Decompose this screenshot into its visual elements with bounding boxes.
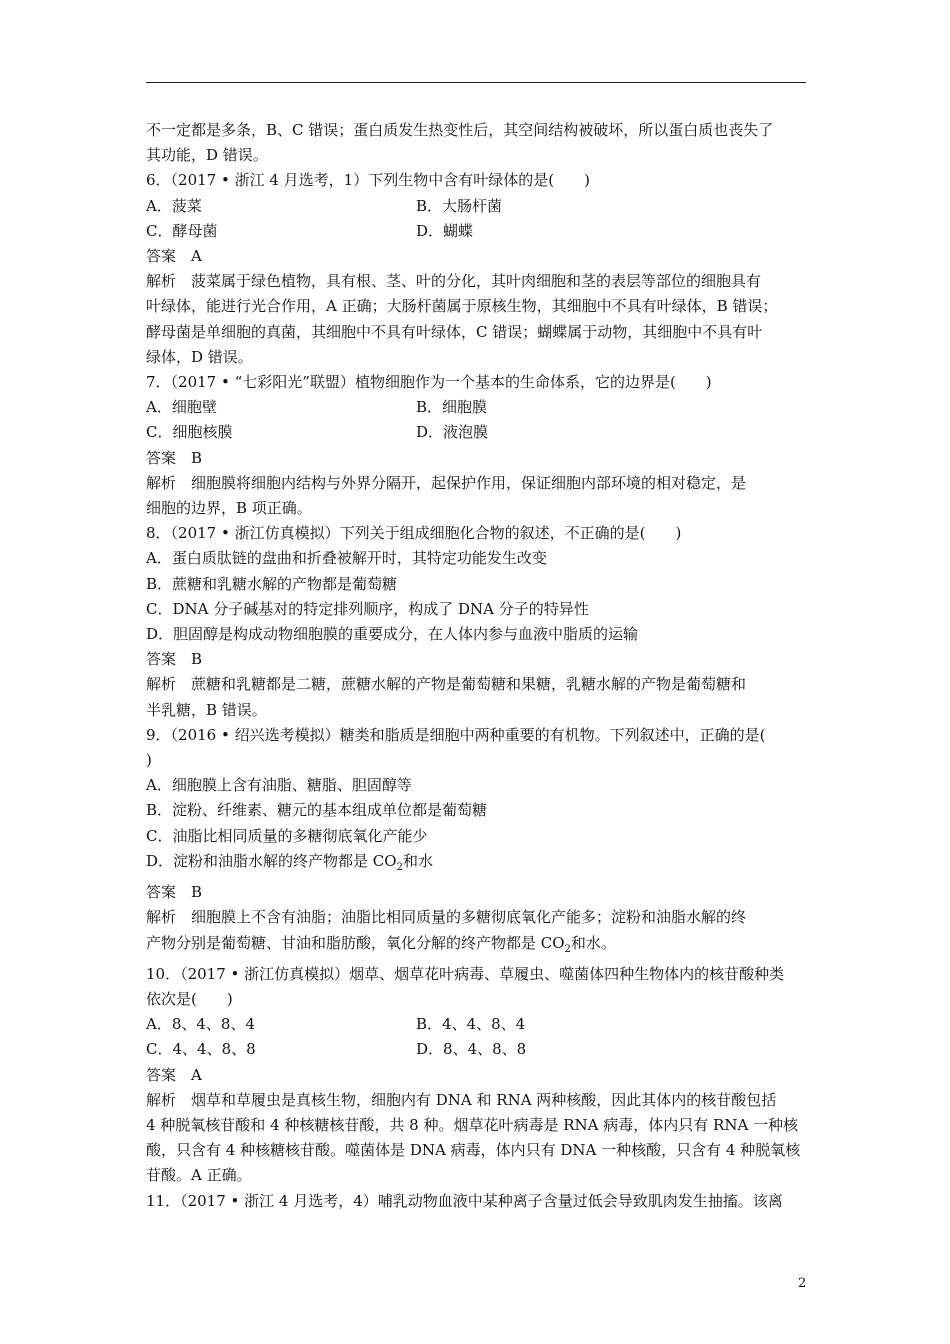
answer: 答案 B (146, 883, 203, 902)
option-b: B．4、4、8、4 (416, 1015, 526, 1034)
option-a: A．蛋白质肽链的盘曲和折叠被解开时，其特定功能发生改变 (146, 549, 547, 568)
question-11-stem: 11．（2017 • 浙江 4 月选考，4）哺乳动物血液中某种离子含量过低会导致肌肉发生抽搐。该离 (146, 1191, 783, 1210)
analysis-line: 细胞的边界，B 项正确。 (146, 499, 312, 518)
option-b: B．蔗糖和乳糖水解的产物都是葡萄糖 (146, 574, 398, 593)
answer: 答案 B (146, 650, 203, 669)
answer: 答案 B (146, 448, 203, 467)
intro-line: 其功能，D 错误。 (146, 146, 268, 165)
question-8-stem: 8．（2017 • 浙江仿真模拟）下列关于组成细胞化合物的叙述，不正确的是( ) (146, 524, 682, 543)
question-7-options-row (146, 395, 808, 420)
question-10-options-row (146, 1037, 808, 1062)
analysis-line: 苷酸。A 正确。 (146, 1166, 252, 1185)
option-c: C．4、4、8、8 (146, 1040, 256, 1059)
analysis-line (146, 931, 808, 962)
question-6-options-row (146, 194, 808, 219)
option-a: A．菠菜 (146, 196, 202, 215)
option-b: B．细胞膜 (416, 398, 488, 417)
question-7-stem: 7．（2017 • “七彩阳光”联盟）植物细胞作为一个基本的生命体系，它的边界是( ) (146, 373, 712, 392)
option-c: C．酵母菌 (146, 221, 218, 240)
option-b: B．大肠杆菌 (416, 196, 503, 215)
question-10-stem: 10．（2017 • 浙江仿真模拟）烟草、烟草花叶病毒、草履虫、噬菌体四种生物体内的核苷酸种类 (146, 964, 785, 983)
answer: 答案 A (146, 247, 202, 266)
option-d: D．8、4、8、8 (416, 1040, 527, 1059)
question-6-stem: 6．（2017 • 浙江 4 月选考，1）下列生物中含有叶绿体的是( ) (146, 171, 590, 190)
option-d: D．液泡膜 (416, 423, 489, 442)
analysis-line: 半乳糖，B 错误。 (146, 700, 267, 719)
question-9-stem: 9．（2016 • 绍兴选考模拟）糖类和脂质是细胞中两种重要的有机物。下列叙述中，正确的是( (146, 725, 766, 744)
analysis-text: 和水。 (570, 933, 616, 952)
option-b: B．淀粉、纤维素、糖元的基本组成单位都是葡萄糖 (146, 801, 488, 820)
analysis-line: 4 种脱氧核苷酸和 4 种核糖核苷酸，共 8 种。烟草花叶病毒是 RNA 病毒，体内只有 RNA 一种核 (146, 1115, 799, 1134)
question-9-stem: ) (146, 751, 152, 770)
subscript: 2 (564, 943, 571, 955)
option-d (146, 849, 808, 880)
option-a: A．细胞壁 (146, 398, 217, 417)
analysis-line: 绿体，D 错误。 (146, 347, 253, 366)
option-c: C．油脂比相同质量的多糖彻底氧化产能少 (146, 826, 428, 845)
analysis-line: 解析 烟草和草履虫是真核生物，细胞内有 DNA 和 RNA 两种核酸，因此其体内的核苷酸包括 (146, 1090, 777, 1109)
header-rule (146, 82, 806, 83)
analysis-line: 解析 细胞膜将细胞内结构与外界分隔开，起保护作用，保证细胞内部环境的相对稳定，是 (146, 473, 747, 492)
option-d: D．蝴蝶 (416, 221, 474, 240)
question-10-options-row (146, 1012, 808, 1037)
question-6-options-row (146, 219, 808, 244)
answer: 答案 A (146, 1065, 202, 1084)
analysis-line: 酸，只含有 4 种核糖核苷酸。噬菌体是 DNA 病毒，体内只有 DNA 一种核酸，只含有 4 种脱氧核 (146, 1141, 801, 1160)
option-d-text: 和水 (402, 851, 433, 870)
option-c: C．DNA 分子碱基对的特定排列顺序，构成了 DNA 分子的特异性 (146, 599, 589, 618)
analysis-line: 解析 细胞膜上不含有油脂；油脂比相同质量的多糖彻底氧化产能多；淀粉和油脂水解的终 (146, 908, 747, 927)
option-c: C．细胞核膜 (146, 423, 233, 442)
analysis-text: 产物分别是葡萄糖、甘油和脂肪酸，氧化分解的终产物都是 CO (146, 933, 565, 952)
question-10-stem: 依次是( ) (146, 989, 233, 1008)
intro-line: 不一定都是多条，B、C 错误；蛋白质发生热变性后，其空间结构被破坏，所以蛋白质也丧失了 (146, 121, 774, 139)
question-7-options-row (146, 420, 808, 445)
page-number: 2 (798, 1276, 807, 1291)
option-a: A．8、4、8、4 (146, 1015, 256, 1034)
option-d-text: D．淀粉和油脂水解的终产物都是 CO (146, 851, 397, 870)
option-d: D．胆固醇是构成动物细胞膜的重要成分，在人体内参与血液中脂质的运输 (146, 625, 639, 644)
page-content (146, 118, 808, 1214)
subscript: 2 (396, 861, 403, 873)
analysis-line: 酵母菌是单细胞的真菌，其细胞中不具有叶绿体，C 错误；蝴蝶属于动物，其细胞中不具有叶 (146, 322, 763, 341)
option-a: A．细胞膜上含有油脂、糖脂、胆固醇等 (146, 776, 412, 795)
analysis-line: 解析 菠菜属于绿色植物，具有根、茎、叶的分化，其叶肉细胞和茎的表层等部位的细胞具有 (146, 272, 762, 291)
analysis-line: 叶绿体，能进行光合作用，A 正确；大肠杆菌属于原核生物，其细胞中不具有叶绿体，B 错误； (146, 297, 778, 316)
analysis-line: 解析 蔗糖和乳糖都是二糖，蔗糖水解的产物是葡萄糖和果糖，乳糖水解的产物是葡萄糖和 (146, 675, 747, 694)
